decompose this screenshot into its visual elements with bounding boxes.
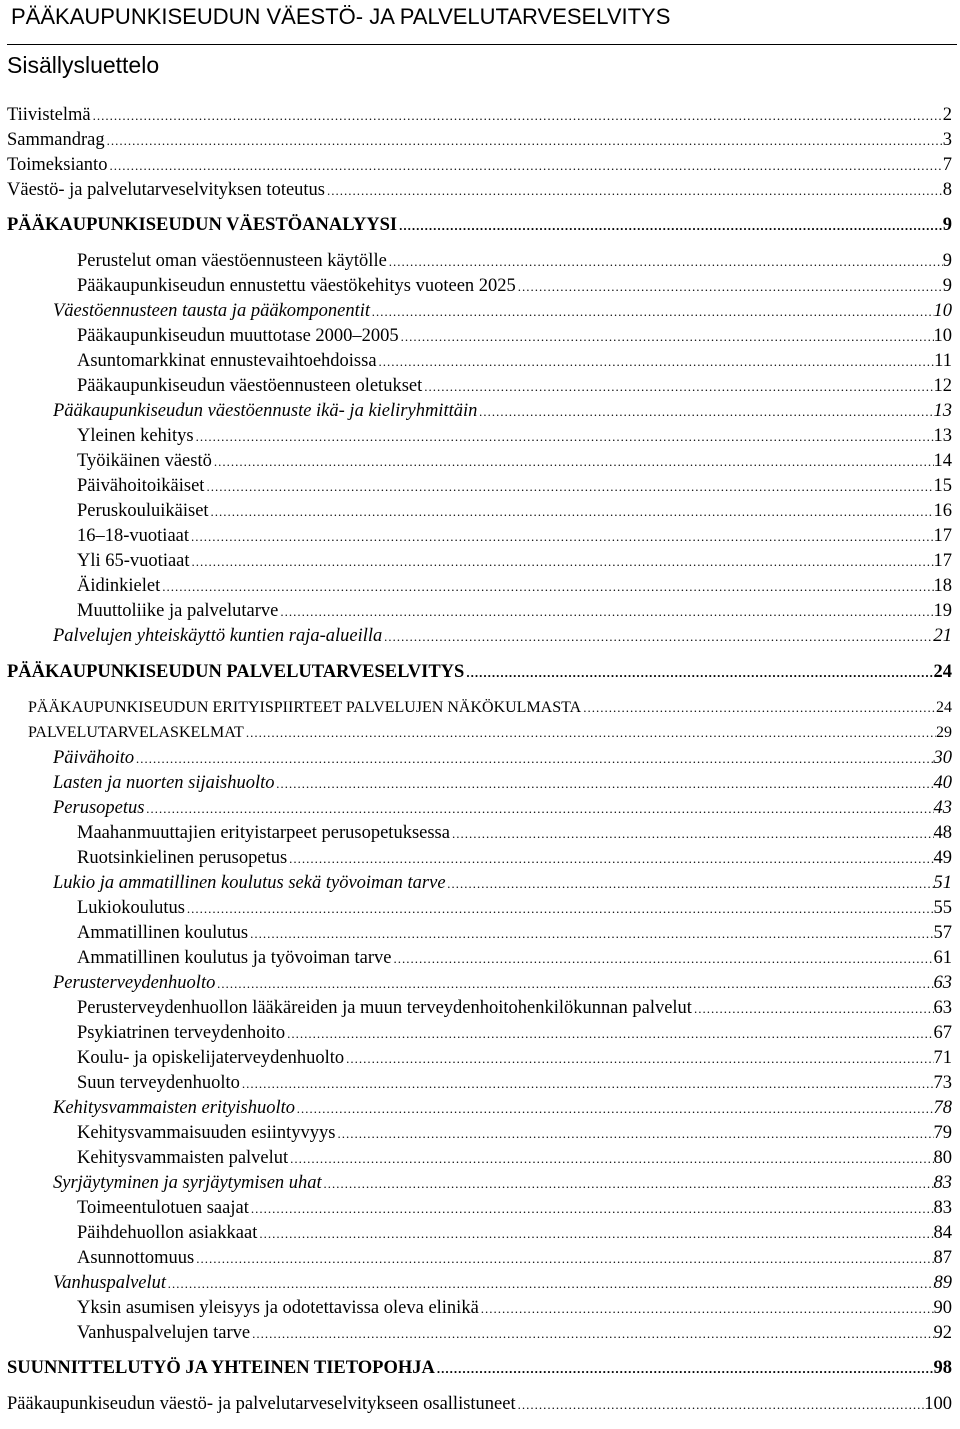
toc-leader-dots <box>387 250 943 273</box>
toc-entry-page-number: 89 <box>933 1273 952 1293</box>
toc-leader-dots <box>209 500 934 523</box>
toc-leader-dots <box>295 1097 933 1120</box>
toc-entry[interactable] <box>77 599 952 623</box>
toc-entry-page-number: 92 <box>933 1323 952 1343</box>
toc-entry[interactable] <box>77 549 952 573</box>
toc-entry-page-number: 83 <box>933 1198 952 1218</box>
toc-entry[interactable] <box>77 821 952 845</box>
toc-entry[interactable] <box>7 1356 952 1380</box>
toc-entry-label: Lukiokoulutus <box>77 898 185 918</box>
toc-entry-page-number: 21 <box>933 626 952 646</box>
toc-entry-label: Perusopetus <box>53 798 145 818</box>
toc-entry-label: Palvelujen yhteiskäyttö kuntien raja-alueilla <box>53 626 383 646</box>
toc-entry-label: Pääkaupunkiseudun väestöennusteen oletukset <box>77 376 423 396</box>
toc-entry-label: Asunnottomuus <box>77 1248 195 1268</box>
toc-entry-page-number: 90 <box>933 1298 952 1318</box>
toc-entry[interactable] <box>53 299 952 323</box>
toc-leader-dots <box>370 300 933 323</box>
toc-entry-label: PÄÄKAUPUNKISEUDUN ERITYISPIIRTEET PALVELUJEN NÄKÖKULMASTA <box>28 699 582 716</box>
toc-entry[interactable] <box>77 274 952 298</box>
toc-leader-dots <box>215 972 933 995</box>
toc-leader-dots <box>288 1147 933 1170</box>
toc-entry-label: Vanhuspalvelut <box>53 1273 167 1293</box>
toc-entry-page-number: 49 <box>933 848 952 868</box>
toc-entry-label: Perusterveydenhuolto <box>53 973 216 993</box>
toc-entry-label: Kehitysvammaisuuden esiintyvyys <box>77 1123 336 1143</box>
toc-entry-page-number: 51 <box>933 873 952 893</box>
toc-leader-dots <box>285 1022 933 1045</box>
toc-entry-label: Syrjäytyminen ja syrjäytymisen uhat <box>53 1173 322 1193</box>
toc-entry-page-number: 40 <box>933 773 952 793</box>
toc-entry-label: Yksin asumisen yleisyys ja odotettavissa oleva elinikä <box>77 1298 479 1318</box>
toc-entry[interactable] <box>77 349 952 373</box>
toc-entry-page-number: 48 <box>933 823 952 843</box>
toc-entry[interactable] <box>53 796 952 820</box>
toc-leader-dots <box>692 997 934 1020</box>
toc-entry[interactable] <box>53 971 952 995</box>
toc-leader-dots <box>250 1322 933 1345</box>
toc-entry-page-number: 61 <box>933 948 952 968</box>
toc-entry-label: PÄÄKAUPUNKISEUDUN PALVELUTARVESELVITYS <box>7 662 465 682</box>
toc-entry[interactable] <box>53 1171 952 1195</box>
toc-entry-page-number: 10 <box>933 326 952 346</box>
toc-leader-dots <box>160 575 933 598</box>
toc-entry-page-number: 3 <box>942 130 952 150</box>
toc-entry-page-number: 24 <box>936 699 952 716</box>
toc-leader-dots <box>144 797 933 820</box>
toc-entry-page-number: 67 <box>933 1023 952 1043</box>
toc-leader-dots <box>278 600 933 623</box>
toc-entry-page-number: 87 <box>933 1248 952 1268</box>
toc-leader-dots <box>134 747 933 770</box>
toc-entry-page-number: 13 <box>933 426 952 446</box>
toc-entry[interactable] <box>77 1221 952 1245</box>
toc-entry-label: Yli 65-vuotiaat <box>77 551 190 571</box>
toc-entry-page-number: 24 <box>933 662 952 682</box>
toc-entry-label: Perusterveydenhuollon lääkäreiden ja muun terveydenhoitohenkilökunnan palvelut <box>77 998 692 1018</box>
toc-entry-label: Päivähoitoikäiset <box>77 476 205 496</box>
toc-entry[interactable] <box>53 746 952 770</box>
toc-entry-label: Pääkaupunkiseudun väestö- ja palvelutarveselvitykseen osallistuneet <box>7 1394 516 1414</box>
toc-entry-label: PÄÄKAUPUNKISEUDUN VÄESTÖANALYYSI <box>7 215 398 235</box>
toc-entry[interactable] <box>7 178 952 202</box>
toc-entry-label: Ruotsinkielinen perusopetus <box>77 848 288 868</box>
toc-entry[interactable] <box>7 1392 952 1416</box>
toc-entry[interactable] <box>77 1046 952 1070</box>
toc-entry-label: Toimeentulotuen saajat <box>77 1198 249 1218</box>
toc-entry-label: Kehitysvammaisten palvelut <box>77 1148 289 1168</box>
toc-entry-label: Päivähoito <box>53 748 135 768</box>
toc-entry-page-number: 2 <box>942 105 952 125</box>
toc-entry[interactable] <box>28 721 952 745</box>
toc-entry[interactable] <box>7 153 952 177</box>
toc-entry-page-number: 100 <box>924 1394 952 1414</box>
toc-entry-page-number: 17 <box>933 526 952 546</box>
toc-leader-dots <box>435 1357 934 1380</box>
toc-entry[interactable] <box>53 771 952 795</box>
toc-entry-page-number: 12 <box>933 376 952 396</box>
toc-leader-dots <box>166 1272 933 1295</box>
toc-leader-dots <box>397 214 943 237</box>
toc-leader-dots <box>190 550 934 573</box>
toc-entry-page-number: 29 <box>936 724 952 741</box>
toc-leader-dots <box>194 425 934 448</box>
toc-entry-label: Tiivistelmä <box>7 105 91 125</box>
toc-entry-page-number: 18 <box>933 576 952 596</box>
toc-entry-label: PALVELUTARVELASKELMAT <box>28 724 244 741</box>
toc-entry-label: Yleinen kehitys <box>77 426 194 446</box>
toc-entry[interactable] <box>77 1196 952 1220</box>
toc-leader-dots <box>248 922 933 945</box>
toc-entry-page-number: 63 <box>933 998 952 1018</box>
toc-entry-page-number: 98 <box>933 1358 952 1378</box>
toc-leader-dots <box>377 350 935 373</box>
toc-entry-label: Pääkaupunkiseudun muuttotase 2000–2005 <box>77 326 399 346</box>
toc-leader-dots <box>275 772 934 795</box>
toc-entry-page-number: 13 <box>933 401 952 421</box>
toc-entry[interactable] <box>7 213 952 237</box>
toc-leader-dots <box>516 275 943 298</box>
toc-entry[interactable] <box>53 1271 952 1295</box>
toc-entry-page-number: 43 <box>933 798 952 818</box>
toc-entry[interactable] <box>53 871 952 895</box>
toc-entry-page-number: 8 <box>942 180 952 200</box>
toc-entry-page-number: 14 <box>933 451 952 471</box>
toc-entry-page-number: 7 <box>942 155 952 175</box>
toc-entry-label: Suun terveydenhuolto <box>77 1073 240 1093</box>
toc-entry[interactable] <box>77 1246 952 1270</box>
toc-entry-page-number: 10 <box>933 301 952 321</box>
toc-entry[interactable] <box>77 249 952 273</box>
toc-entry-page-number: 9 <box>942 276 952 296</box>
toc-entry-page-number: 80 <box>933 1148 952 1168</box>
toc-entry-page-number: 11 <box>934 351 952 371</box>
toc-leader-dots <box>249 1197 934 1220</box>
toc-entry-page-number: 78 <box>933 1098 952 1118</box>
toc-entry[interactable] <box>77 846 952 870</box>
toc-entry-label: Psykiatrinen terveydenhoito <box>77 1023 286 1043</box>
toc-entry[interactable] <box>53 399 952 423</box>
toc-entry[interactable] <box>28 696 952 720</box>
toc-leader-dots <box>516 1393 925 1416</box>
toc-leader-dots <box>335 1122 933 1145</box>
toc-entry[interactable] <box>77 524 952 548</box>
document-title: PÄÄKAUPUNKISEUDUN VÄESTÖ- JA PALVELUTARVESELVITYS <box>11 4 671 29</box>
toc-entry-page-number: 15 <box>933 476 952 496</box>
toc-entry[interactable] <box>77 1121 952 1145</box>
toc-entry-page-number: 30 <box>933 748 952 768</box>
toc-entry-page-number: 9 <box>942 251 952 271</box>
toc-entry-label: Muuttoliike ja palvelutarve <box>77 601 279 621</box>
toc-leader-dots <box>105 129 943 152</box>
toc-entry-label: Sammandrag <box>7 130 105 150</box>
toc-entry-page-number: 73 <box>933 1073 952 1093</box>
toc-entry[interactable] <box>77 1071 952 1095</box>
toc-entry-label: Päihdehuollon asiakkaat <box>77 1223 258 1243</box>
toc-entry[interactable] <box>7 128 952 152</box>
toc-entry[interactable] <box>77 499 952 523</box>
toc-entry-page-number: 55 <box>933 898 952 918</box>
toc-entry-label: Peruskouluikäiset <box>77 501 209 521</box>
toc-entry-label: Lasten ja nuorten sijaishuolto <box>53 773 275 793</box>
toc-entry[interactable] <box>77 921 952 945</box>
toc-leader-dots <box>446 872 934 895</box>
toc-entry-label: 16–18-vuotiaat <box>77 526 190 546</box>
toc-leader-dots <box>240 1072 934 1095</box>
toc-entry-page-number: 16 <box>933 501 952 521</box>
toc-leader-dots <box>344 1047 933 1070</box>
toc-entry-label: Työikäinen väestö <box>77 451 212 471</box>
toc-entry-page-number: 84 <box>933 1223 952 1243</box>
toc-leader-dots <box>194 1247 933 1270</box>
toc-entry-label: Väestö- ja palvelutarveselvityksen toteutus <box>7 180 326 200</box>
toc-entry-label: Perustelut oman väestöennusteen käytölle <box>77 251 387 271</box>
toc-entry-label: Maahanmuuttajien erityistarpeet perusopetuksessa <box>77 823 450 843</box>
toc-entry[interactable] <box>7 660 952 684</box>
toc-leader-dots <box>107 154 942 177</box>
toc-leader-dots <box>185 897 934 920</box>
toc-entry[interactable] <box>77 1321 952 1345</box>
toc-entry[interactable] <box>77 1296 952 1320</box>
toc-entry-page-number: 71 <box>933 1048 952 1068</box>
toc-leader-dots <box>204 475 933 498</box>
toc-entry[interactable] <box>77 996 952 1020</box>
toc-leader-dots <box>464 661 933 684</box>
toc-entry-page-number: 63 <box>933 973 952 993</box>
toc-entry[interactable] <box>77 946 952 970</box>
toc-entry-label: Pääkaupunkiseudun ennustettu väestökehitys vuoteen 2025 <box>77 276 516 296</box>
toc-leader-dots <box>287 847 933 870</box>
toc-entry-label: Koulu- ja opiskelijaterveydenhuolto <box>77 1048 345 1068</box>
toc-entry-page-number: 9 <box>942 215 952 235</box>
toc-entry[interactable] <box>77 324 952 348</box>
toc-entry-label: SUUNNITTELUTYÖ JA YHTEINEN TIETOPOHJA <box>7 1358 435 1378</box>
toc-leader-dots <box>91 104 943 127</box>
toc-leader-dots <box>189 525 933 548</box>
toc-entry-label: Vanhuspalvelujen tarve <box>77 1323 251 1343</box>
toc-leader-dots <box>391 947 933 970</box>
toc-entry-label: Väestöennusteen tausta ja pääkomponentit <box>53 301 371 321</box>
toc-leader-dots <box>322 1172 934 1195</box>
toc-leader-dots <box>212 450 934 473</box>
toc-entry[interactable] <box>77 449 952 473</box>
toc-leader-dots <box>581 696 936 720</box>
toc-title: Sisällysluettelo <box>7 52 160 78</box>
toc-entry-page-number: 17 <box>933 551 952 571</box>
toc-entry-page-number: 83 <box>933 1173 952 1193</box>
toc-entry-page-number: 79 <box>933 1123 952 1143</box>
toc-entry-label: Äidinkielet <box>77 576 161 596</box>
toc-entry[interactable] <box>77 474 952 498</box>
toc-entry-label: Pääkaupunkiseudun väestöennuste ikä- ja kieliryhmittäin <box>53 401 478 421</box>
toc-entry-label: Asuntomarkkinat ennustevaihtoehdoissa <box>77 351 377 371</box>
toc-entry[interactable] <box>7 103 952 127</box>
toc-leader-dots <box>257 1222 933 1245</box>
toc-entry[interactable] <box>77 424 952 448</box>
toc-leader-dots <box>399 325 934 348</box>
toc-leader-dots <box>422 375 933 398</box>
toc-leader-dots <box>325 179 943 202</box>
toc-leader-dots <box>382 625 933 648</box>
toc-entry[interactable] <box>77 1146 952 1170</box>
toc-entry[interactable] <box>53 1096 952 1120</box>
toc-entry[interactable] <box>77 374 952 398</box>
toc-leader-dots <box>450 822 934 845</box>
toc-entry[interactable] <box>53 624 952 648</box>
toc-entry-label: Ammatillinen koulutus <box>77 923 249 943</box>
toc-entry-page-number: 57 <box>933 923 952 943</box>
toc-entry-label: Ammatillinen koulutus ja työvoiman tarve <box>77 948 392 968</box>
toc-entry[interactable] <box>77 1021 952 1045</box>
toc-leader-dots <box>477 400 933 423</box>
toc-entry-label: Kehitysvammaisten erityishuolto <box>53 1098 296 1118</box>
toc-entry-page-number: 19 <box>933 601 952 621</box>
toc-entry[interactable] <box>77 574 952 598</box>
toc-entry-label: Lukio ja ammatillinen koulutus sekä työvoiman tarve <box>53 873 446 893</box>
toc-entry[interactable] <box>77 896 952 920</box>
toc-leader-dots <box>244 721 936 745</box>
toc-entry-label: Toimeksianto <box>7 155 108 175</box>
toc-leader-dots <box>479 1297 934 1320</box>
